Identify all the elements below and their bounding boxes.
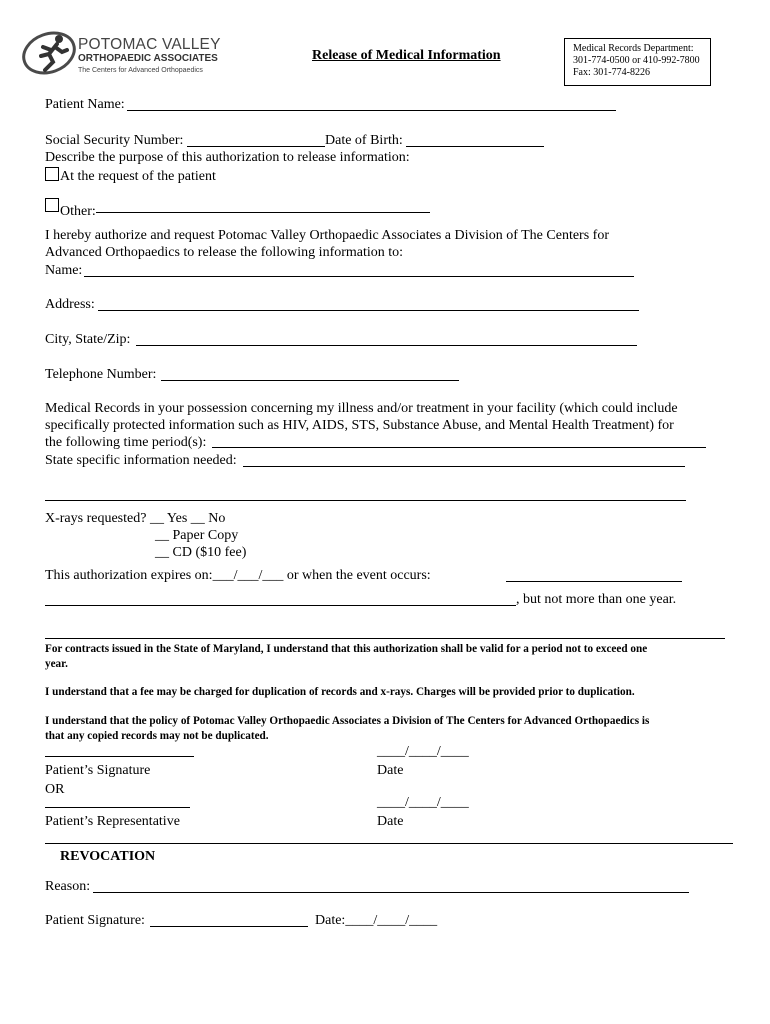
reason-field[interactable] [93, 892, 689, 893]
xrays-question: X-rays requested? __ Yes __ No [45, 511, 226, 526]
city-field[interactable] [136, 345, 637, 346]
patient-signature-field[interactable] [45, 756, 194, 757]
policy-notice-1: I understand that the policy of Potomac Valley Orthopaedic Associates a Division of The Centers for Advanced Orthopaedics is [45, 715, 650, 727]
other-option[interactable] [45, 198, 96, 220]
authorize-text-2: Advanced Orthopaedics to release the following information to: [45, 245, 404, 260]
maryland-notice-2: year. [45, 658, 68, 670]
rep-sig-date-blank[interactable]: ____/____/____ [377, 795, 469, 810]
reason-label: Reason: [45, 879, 91, 894]
patient-sig-date-blank[interactable]: ____/____/____ [377, 744, 469, 759]
company-logo [22, 30, 221, 78]
rep-sig-label: Patient’s Representative [45, 814, 180, 829]
dob-label: Date of Birth: [325, 133, 403, 148]
other-checkbox[interactable] [45, 198, 59, 212]
dob-field[interactable] [406, 146, 544, 147]
records-text-2: specifically protected information such as HIV, AIDS, STS, Substance Abuse, and Mental Health Treatment) for [45, 418, 674, 433]
ssn-field[interactable] [187, 146, 325, 147]
recipient-name-label: Name: [45, 263, 83, 278]
logo-tagline: The Centers for Advanced Orthopaedics [78, 67, 203, 74]
time-period-field[interactable] [212, 447, 706, 448]
ssn-label: Social Security Number: [45, 133, 184, 148]
state-info-label: State specific information needed: [45, 453, 237, 468]
request-option[interactable] [45, 167, 216, 185]
xrays-paper: __ Paper Copy [155, 528, 239, 543]
section-divider [45, 638, 725, 639]
request-checkbox[interactable] [45, 167, 59, 181]
state-info-field[interactable] [243, 466, 685, 467]
xrays-cd: __ CD ($10 fee) [155, 545, 247, 560]
patient-sig-label: Patient’s Signature [45, 763, 151, 778]
contact-dept: Medical Records Department: [573, 43, 694, 54]
address-label: Address: [45, 297, 95, 312]
or-label: OR [45, 782, 65, 797]
contact-box [564, 38, 711, 85]
logo-name-line2: ORTHOPAEDIC ASSOCIATES [78, 53, 218, 64]
expire-limit-text: , but not more than one year. [516, 592, 677, 607]
phone-field[interactable] [161, 380, 459, 381]
revocation-sig-field[interactable] [150, 926, 308, 927]
expire-event-field-2[interactable] [45, 605, 516, 606]
other-label: Other: [60, 204, 96, 219]
revocation-date[interactable]: Date:____/____/____ [315, 913, 438, 928]
policy-notice-2: that any copied records may not be duplicated. [45, 730, 269, 742]
request-label: At the request of the patient [60, 169, 216, 184]
contact-box-bottom [564, 85, 711, 86]
maryland-notice-1: For contracts issued in the State of Maryland, I understand that this authorization shall be valid for a period not to exceed one [45, 643, 648, 655]
other-field[interactable] [96, 212, 430, 213]
contact-fax: Fax: 301-774-8226 [573, 67, 650, 78]
patient-name-label: Patient Name: [45, 97, 125, 112]
fee-notice: I understand that a fee may be charged for duplication of records and x-rays. Charges will be provided prior to duplication. [45, 686, 635, 698]
rep-signature-field[interactable] [45, 807, 190, 808]
runner-icon [22, 30, 78, 76]
contact-phone: 301-774-0500 or 410-992-7800 [573, 55, 700, 66]
patient-name-field[interactable] [127, 110, 616, 111]
address-field[interactable] [98, 310, 639, 311]
revocation-divider [45, 843, 733, 844]
rep-sig-date-label: Date [377, 814, 404, 829]
purpose-label: Describe the purpose of this authorization to release information: [45, 150, 410, 165]
records-text-3: the following time period(s): [45, 435, 207, 450]
page-title: Release of Medical Information [312, 48, 501, 63]
expire-text: This authorization expires on:___/___/___ or when the event occurs: [45, 568, 431, 583]
patient-sig-date-label: Date [377, 763, 404, 778]
recipient-name-field[interactable] [84, 276, 634, 277]
records-text-1: Medical Records in your possession concerning my illness and/or treatment in your facility (which could include [45, 401, 678, 416]
expire-event-field[interactable] [506, 581, 682, 582]
revocation-heading: REVOCATION [60, 849, 156, 864]
revocation-sig-label: Patient Signature: [45, 913, 145, 928]
state-info-field-2[interactable] [45, 500, 686, 501]
city-label: City, State/Zip: [45, 332, 131, 347]
logo-name-line1: POTOMAC VALLEY [78, 36, 221, 53]
authorize-text-1: I hereby authorize and request Potomac Valley Orthopaedic Associates a Division of The Centers for [45, 228, 609, 243]
phone-label: Telephone Number: [45, 367, 157, 382]
